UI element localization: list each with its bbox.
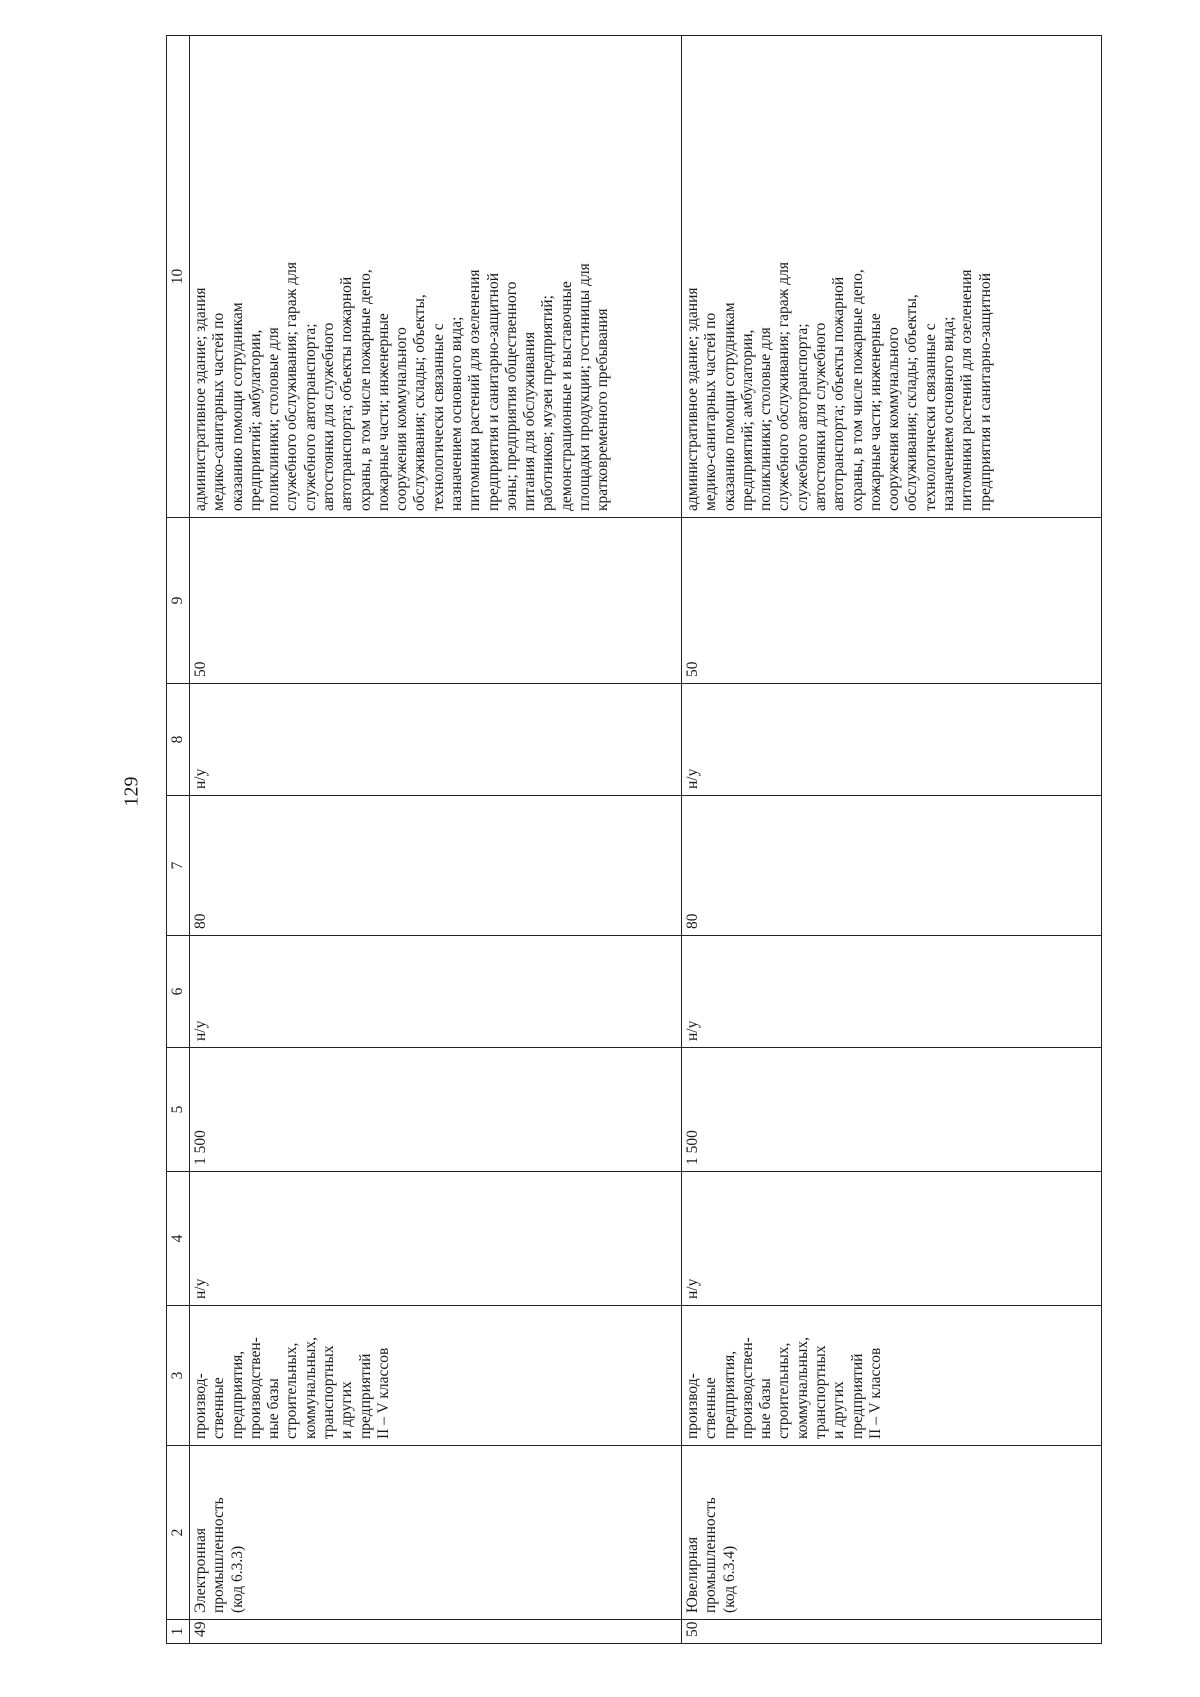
table-row (682, 36, 1102, 1644)
value-cell: 50 (190, 518, 682, 684)
value-cell: н/у (682, 1172, 1102, 1306)
column-header: 3 (167, 1306, 190, 1446)
row-number: 50 (682, 1620, 1102, 1644)
value-cell: н/у (190, 1172, 682, 1306)
value-cell: н/у (190, 684, 682, 796)
column-header: 7 (167, 796, 190, 936)
permitted-uses-cell: административное здание; здания медико-санитарных частей по оказанию помощи сотрудникам предприятий; амбулатории, поликлиники; столовые для служебного обслуживания; гараж для служебного автотранспорта; автостоянки для служебного автотранспорта; объекты пожарной охраны, в том числе пожарные депо, пожарные части; инженерные сооружения коммунального обслуживания; склады; объекты, технологически связанные с назначением основного вида; питомники растений для озеленения предприятия и санитарно-защитной (682, 36, 1102, 518)
value-cell: 50 (682, 518, 1102, 684)
value-cell: 80 (682, 796, 1102, 936)
column-header: 9 (167, 518, 190, 684)
value-cell: 80 (190, 796, 682, 936)
column-header: 10 (167, 36, 190, 518)
value-cell: н/у (682, 936, 1102, 1048)
objects-cell: производ- ственные предприятия, производствен- ные базы строительных, коммунальных, транспортных и других предприятий II – V классов (190, 1306, 682, 1446)
column-header: 5 (167, 1048, 190, 1172)
value-cell: 1 500 (190, 1048, 682, 1172)
objects-cell: производ- ственные предприятия, производствен- ные базы строительных, коммунальных, транспортных и других предприятий II – V классов (682, 1306, 1102, 1446)
use-type-cell: Ювелирная промышленность (код 6.3.4) (682, 1446, 1102, 1620)
column-header: 1 (167, 1620, 190, 1644)
permitted-uses-cell: административное здание; здания медико-санитарных частей по оказанию помощи сотрудникам предприятий; амбулатории, поликлиники; столовые для служебного обслуживания; гараж для служебного автотранспорта; автостоянки для служебного автотранспорта; объекты пожарной охраны, в том числе пожарные депо, пожарные части; инженерные сооружения коммунального обслуживания; склады; объекты, технологически связанные с назначением основного вида; питомники растений для озеленения предприятия и санитарно-защитной зоны; предприятия общественного питания для обслуживания работников; музеи предприятий; демонстрационные и выставочные площадки продукции; гостиницы для кратковременного пребывания (190, 36, 682, 518)
value-cell: н/у (682, 684, 1102, 796)
zoning-table (166, 35, 1102, 1644)
column-header: 4 (167, 1172, 190, 1306)
column-header: 2 (167, 1446, 190, 1620)
header-row (167, 36, 190, 1644)
page-number: 129 (120, 776, 143, 807)
table-row (190, 36, 682, 1644)
row-number: 49 (190, 1620, 682, 1644)
value-cell: 1 500 (682, 1048, 1102, 1172)
column-header: 8 (167, 684, 190, 796)
value-cell: н/у (190, 936, 682, 1048)
use-type-cell: Электронная промышленность (код 6.3.3) (190, 1446, 682, 1620)
column-header: 6 (167, 936, 190, 1048)
zoning-table-rotated (166, 36, 1102, 1644)
